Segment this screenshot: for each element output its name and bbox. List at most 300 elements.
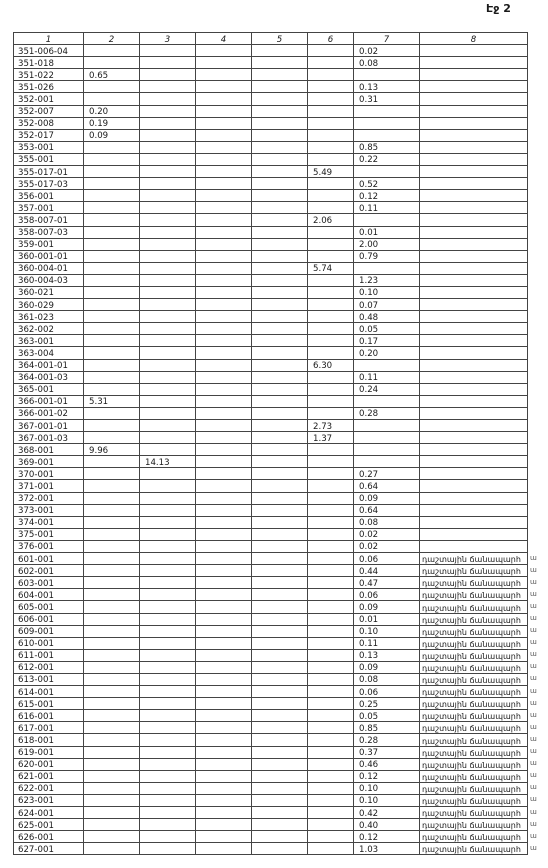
col-3-value bbox=[140, 141, 196, 153]
col-7-value: 0.08 bbox=[354, 673, 420, 685]
col-7-value bbox=[354, 395, 420, 407]
col-4-value bbox=[196, 383, 252, 395]
note-cell: դաշտային ճանապարհ bbox=[420, 807, 528, 819]
col-4-value bbox=[196, 432, 252, 444]
col-5-value bbox=[252, 432, 308, 444]
col-7-value: 0.64 bbox=[354, 504, 420, 516]
col-3-value bbox=[140, 528, 196, 540]
col-3-value bbox=[140, 686, 196, 698]
col-3-value bbox=[140, 734, 196, 746]
table-row bbox=[14, 794, 528, 806]
col-7-value: 0.79 bbox=[354, 250, 420, 262]
col-3-value bbox=[140, 69, 196, 81]
parcel-code: 353-001 bbox=[14, 141, 84, 153]
col-7-value: 1.03 bbox=[354, 843, 420, 855]
col-6-value bbox=[308, 831, 354, 843]
col-7-value: 0.12 bbox=[354, 770, 420, 782]
col-5-value bbox=[252, 383, 308, 395]
col-5-value bbox=[252, 347, 308, 359]
col-5-value bbox=[252, 274, 308, 286]
col-7-value: 0.25 bbox=[354, 698, 420, 710]
col-2-value bbox=[84, 770, 140, 782]
col-5-value bbox=[252, 819, 308, 831]
col-3-value bbox=[140, 540, 196, 552]
column-header-3: 3 bbox=[140, 33, 196, 45]
col-7-value bbox=[354, 214, 420, 226]
col-4-value bbox=[196, 407, 252, 419]
col-2-value bbox=[84, 202, 140, 214]
col-4-value bbox=[196, 250, 252, 262]
header-row bbox=[14, 33, 528, 45]
col-5-value bbox=[252, 226, 308, 238]
col-2-value bbox=[84, 57, 140, 69]
col-3-value bbox=[140, 444, 196, 456]
parcel-code: 619-001 bbox=[14, 746, 84, 758]
col-6-value bbox=[308, 274, 354, 286]
col-3-value bbox=[140, 565, 196, 577]
col-2-value bbox=[84, 238, 140, 250]
table-row bbox=[14, 807, 528, 819]
col-4-value bbox=[196, 565, 252, 577]
note-cell bbox=[420, 347, 528, 359]
margin-mark: ա bbox=[530, 819, 537, 828]
col-2-value bbox=[84, 843, 140, 855]
parcel-code: 618-001 bbox=[14, 734, 84, 746]
col-6-value bbox=[308, 807, 354, 819]
col-6-value bbox=[308, 722, 354, 734]
col-7-value: 0.06 bbox=[354, 553, 420, 565]
note-cell bbox=[420, 238, 528, 250]
table-row bbox=[14, 782, 528, 794]
parcel-code: 615-001 bbox=[14, 698, 84, 710]
col-6-value bbox=[308, 613, 354, 625]
note-cell bbox=[420, 420, 528, 432]
margin-mark: ա bbox=[530, 807, 537, 816]
col-6-value bbox=[308, 190, 354, 202]
col-6-value bbox=[308, 347, 354, 359]
parcel-code: 617-001 bbox=[14, 722, 84, 734]
col-6-value bbox=[308, 480, 354, 492]
col-4-value bbox=[196, 69, 252, 81]
col-5-value bbox=[252, 589, 308, 601]
col-6-value bbox=[308, 782, 354, 794]
col-5-value bbox=[252, 45, 308, 57]
column-header-7: 7 bbox=[354, 33, 420, 45]
col-4-value bbox=[196, 540, 252, 552]
col-4-value bbox=[196, 504, 252, 516]
col-2-value bbox=[84, 710, 140, 722]
col-6-value bbox=[308, 528, 354, 540]
col-5-value bbox=[252, 673, 308, 685]
col-7-value: 0.05 bbox=[354, 710, 420, 722]
parcel-code: 362-002 bbox=[14, 323, 84, 335]
parcel-code: 351-026 bbox=[14, 81, 84, 93]
parcel-code: 363-001 bbox=[14, 335, 84, 347]
col-2-value: 5.31 bbox=[84, 395, 140, 407]
parcel-code: 616-001 bbox=[14, 710, 84, 722]
table-row bbox=[14, 274, 528, 286]
col-4-value bbox=[196, 843, 252, 855]
col-5-value bbox=[252, 843, 308, 855]
table-row bbox=[14, 540, 528, 552]
col-5-value bbox=[252, 686, 308, 698]
col-3-value bbox=[140, 637, 196, 649]
parcel-code: 369-001 bbox=[14, 456, 84, 468]
col-4-value bbox=[196, 262, 252, 274]
col-7-value: 0.85 bbox=[354, 722, 420, 734]
col-7-value bbox=[354, 420, 420, 432]
col-5-value bbox=[252, 722, 308, 734]
col-2-value bbox=[84, 153, 140, 165]
col-4-value bbox=[196, 274, 252, 286]
table-row bbox=[14, 589, 528, 601]
col-4-value bbox=[196, 770, 252, 782]
note-cell: դաշտային ճանապարհ bbox=[420, 577, 528, 589]
col-2-value bbox=[84, 359, 140, 371]
col-3-value bbox=[140, 250, 196, 262]
parcel-code: 602-001 bbox=[14, 565, 84, 577]
parcel-code: 374-001 bbox=[14, 516, 84, 528]
table-row bbox=[14, 81, 528, 93]
col-3-value bbox=[140, 226, 196, 238]
table-row bbox=[14, 45, 528, 57]
table-row bbox=[14, 57, 528, 69]
col-5-value bbox=[252, 407, 308, 419]
note-cell: դաշտային ճանապարհ bbox=[420, 686, 528, 698]
col-3-value bbox=[140, 758, 196, 770]
col-7-value: 0.02 bbox=[354, 540, 420, 552]
col-4-value bbox=[196, 468, 252, 480]
note-cell: դաշտային ճանապարհ bbox=[420, 698, 528, 710]
col-2-value bbox=[84, 637, 140, 649]
col-4-value bbox=[196, 214, 252, 226]
col-2-value: 0.65 bbox=[84, 69, 140, 81]
parcel-code: 611-001 bbox=[14, 649, 84, 661]
col-7-value: 0.10 bbox=[354, 625, 420, 637]
note-cell bbox=[420, 105, 528, 117]
table-row bbox=[14, 625, 528, 637]
col-3-value bbox=[140, 117, 196, 129]
col-5-value bbox=[252, 480, 308, 492]
col-7-value: 0.02 bbox=[354, 528, 420, 540]
col-7-value: 0.52 bbox=[354, 178, 420, 190]
col-5-value bbox=[252, 637, 308, 649]
col-6-value bbox=[308, 843, 354, 855]
col-4-value bbox=[196, 722, 252, 734]
table-row bbox=[14, 746, 528, 758]
margin-mark: ա bbox=[530, 734, 537, 743]
margin-mark: ա bbox=[530, 783, 537, 792]
col-5-value bbox=[252, 613, 308, 625]
note-cell: դաշտային ճանապարհ bbox=[420, 819, 528, 831]
col-2-value: 9.96 bbox=[84, 444, 140, 456]
col-7-value: 0.48 bbox=[354, 311, 420, 323]
col-7-value: 0.28 bbox=[354, 734, 420, 746]
col-5-value bbox=[252, 81, 308, 93]
col-3-value bbox=[140, 613, 196, 625]
table-row bbox=[14, 673, 528, 685]
table-row bbox=[14, 528, 528, 540]
col-3-value bbox=[140, 770, 196, 782]
col-7-value: 0.40 bbox=[354, 819, 420, 831]
col-4-value bbox=[196, 81, 252, 93]
col-7-value: 0.10 bbox=[354, 286, 420, 298]
table-row bbox=[14, 661, 528, 673]
col-6-value bbox=[308, 69, 354, 81]
table-row bbox=[14, 311, 528, 323]
note-cell bbox=[420, 262, 528, 274]
col-2-value bbox=[84, 794, 140, 806]
col-2-value bbox=[84, 178, 140, 190]
note-cell: դաշտային ճանապարհ bbox=[420, 794, 528, 806]
col-6-value bbox=[308, 153, 354, 165]
col-7-value: 0.28 bbox=[354, 407, 420, 419]
parcel-code: 371-001 bbox=[14, 480, 84, 492]
col-3-value bbox=[140, 577, 196, 589]
col-2-value bbox=[84, 734, 140, 746]
col-3-value bbox=[140, 190, 196, 202]
col-4-value bbox=[196, 395, 252, 407]
col-2-value: 0.19 bbox=[84, 117, 140, 129]
col-6-value bbox=[308, 250, 354, 262]
table-row bbox=[14, 335, 528, 347]
parcel-code: 609-001 bbox=[14, 625, 84, 637]
col-7-value bbox=[354, 129, 420, 141]
col-2-value bbox=[84, 673, 140, 685]
col-3-value bbox=[140, 420, 196, 432]
col-5-value bbox=[252, 565, 308, 577]
col-5-value bbox=[252, 93, 308, 105]
note-cell: դաշտային ճանապարհ bbox=[420, 613, 528, 625]
col-6-value bbox=[308, 323, 354, 335]
col-4-value bbox=[196, 286, 252, 298]
parcel-code: 360-001-01 bbox=[14, 250, 84, 262]
column-header-5: 5 bbox=[252, 33, 308, 45]
col-2-value bbox=[84, 722, 140, 734]
note-cell: դաշտային ճանապարհ bbox=[420, 770, 528, 782]
parcel-code: 627-001 bbox=[14, 843, 84, 855]
col-4-value bbox=[196, 93, 252, 105]
col-6-value bbox=[308, 335, 354, 347]
table-row bbox=[14, 238, 528, 250]
note-cell bbox=[420, 57, 528, 69]
parcel-code: 358-007-03 bbox=[14, 226, 84, 238]
table-row bbox=[14, 432, 528, 444]
col-6-value bbox=[308, 577, 354, 589]
table-row bbox=[14, 190, 528, 202]
col-6-value bbox=[308, 540, 354, 552]
note-cell: դաշտային ճանապարհ bbox=[420, 661, 528, 673]
col-4-value bbox=[196, 577, 252, 589]
col-7-value: 0.08 bbox=[354, 516, 420, 528]
col-3-value bbox=[140, 262, 196, 274]
table-row bbox=[14, 395, 528, 407]
col-7-value: 1.23 bbox=[354, 274, 420, 286]
table-row bbox=[14, 601, 528, 613]
col-7-value: 0.46 bbox=[354, 758, 420, 770]
parcel-code: 601-001 bbox=[14, 553, 84, 565]
margin-mark: ա bbox=[530, 686, 537, 695]
note-cell bbox=[420, 286, 528, 298]
table-row bbox=[14, 141, 528, 153]
parcel-code: 351-018 bbox=[14, 57, 84, 69]
col-5-value bbox=[252, 166, 308, 178]
col-5-value bbox=[252, 178, 308, 190]
col-4-value bbox=[196, 178, 252, 190]
col-3-value bbox=[140, 782, 196, 794]
col-4-value bbox=[196, 794, 252, 806]
col-5-value bbox=[252, 359, 308, 371]
col-3-value: 14.13 bbox=[140, 456, 196, 468]
col-7-value bbox=[354, 166, 420, 178]
note-cell bbox=[420, 468, 528, 480]
col-5-value bbox=[252, 335, 308, 347]
col-4-value bbox=[196, 238, 252, 250]
parcel-code: 352-007 bbox=[14, 105, 84, 117]
col-4-value bbox=[196, 758, 252, 770]
margin-mark: ա bbox=[530, 650, 537, 659]
col-5-value bbox=[252, 770, 308, 782]
col-6-value bbox=[308, 311, 354, 323]
col-6-value bbox=[308, 383, 354, 395]
parcel-code: 612-001 bbox=[14, 661, 84, 673]
parcel-code: 366-001-01 bbox=[14, 395, 84, 407]
note-cell: դաշտային ճանապարհ bbox=[420, 843, 528, 855]
col-7-value: 0.11 bbox=[354, 371, 420, 383]
col-7-value: 0.22 bbox=[354, 153, 420, 165]
col-4-value bbox=[196, 299, 252, 311]
col-5-value bbox=[252, 601, 308, 613]
col-2-value bbox=[84, 141, 140, 153]
table-row bbox=[14, 299, 528, 311]
note-cell bbox=[420, 45, 528, 57]
parcel-code: 624-001 bbox=[14, 807, 84, 819]
parcel-code: 357-001 bbox=[14, 202, 84, 214]
table-row bbox=[14, 577, 528, 589]
note-cell: դաշտային ճանապարհ bbox=[420, 649, 528, 661]
col-5-value bbox=[252, 371, 308, 383]
note-cell: դաշտային ճանապարհ bbox=[420, 758, 528, 770]
col-5-value bbox=[252, 153, 308, 165]
col-6-value bbox=[308, 637, 354, 649]
col-5-value bbox=[252, 468, 308, 480]
table-row bbox=[14, 456, 528, 468]
col-3-value bbox=[140, 238, 196, 250]
col-3-value bbox=[140, 492, 196, 504]
col-4-value bbox=[196, 613, 252, 625]
col-7-value: 0.10 bbox=[354, 782, 420, 794]
col-4-value bbox=[196, 807, 252, 819]
col-7-value: 0.37 bbox=[354, 746, 420, 758]
table-row bbox=[14, 468, 528, 480]
column-header-4: 4 bbox=[196, 33, 252, 45]
col-2-value bbox=[84, 323, 140, 335]
col-3-value bbox=[140, 649, 196, 661]
col-2-value bbox=[84, 93, 140, 105]
col-7-value: 0.01 bbox=[354, 226, 420, 238]
col-2-value bbox=[84, 553, 140, 565]
col-6-value bbox=[308, 226, 354, 238]
parcel-code: 621-001 bbox=[14, 770, 84, 782]
col-3-value bbox=[140, 57, 196, 69]
col-3-value bbox=[140, 274, 196, 286]
col-2-value bbox=[84, 468, 140, 480]
col-7-value: 0.01 bbox=[354, 613, 420, 625]
parcel-code: 355-017-03 bbox=[14, 178, 84, 190]
margin-mark: ա bbox=[530, 638, 537, 647]
col-4-value bbox=[196, 371, 252, 383]
parcel-code: 364-001-03 bbox=[14, 371, 84, 383]
col-5-value bbox=[252, 420, 308, 432]
col-6-value bbox=[308, 93, 354, 105]
col-5-value bbox=[252, 238, 308, 250]
note-cell bbox=[420, 504, 528, 516]
col-6-value bbox=[308, 456, 354, 468]
table-row bbox=[14, 371, 528, 383]
margin-mark: ա bbox=[530, 626, 537, 635]
col-5-value bbox=[252, 323, 308, 335]
col-5-value bbox=[252, 117, 308, 129]
col-3-value bbox=[140, 480, 196, 492]
col-6-value: 1.37 bbox=[308, 432, 354, 444]
parcel-code: 368-001 bbox=[14, 444, 84, 456]
parcel-code: 623-001 bbox=[14, 794, 84, 806]
note-cell bbox=[420, 540, 528, 552]
note-cell: դաշտային ճանապարհ bbox=[420, 782, 528, 794]
col-2-value bbox=[84, 807, 140, 819]
col-6-value bbox=[308, 468, 354, 480]
note-cell bbox=[420, 407, 528, 419]
col-7-value: 0.11 bbox=[354, 202, 420, 214]
col-6-value bbox=[308, 601, 354, 613]
note-cell: դաշտային ճանապարհ bbox=[420, 565, 528, 577]
col-4-value bbox=[196, 782, 252, 794]
col-5-value bbox=[252, 395, 308, 407]
col-6-value bbox=[308, 819, 354, 831]
note-cell bbox=[420, 492, 528, 504]
parcel-code: 359-001 bbox=[14, 238, 84, 250]
col-2-value bbox=[84, 613, 140, 625]
col-2-value bbox=[84, 480, 140, 492]
col-2-value bbox=[84, 250, 140, 262]
note-cell bbox=[420, 299, 528, 311]
col-5-value bbox=[252, 516, 308, 528]
col-2-value bbox=[84, 262, 140, 274]
note-cell: դաշտային ճանապարհ bbox=[420, 601, 528, 613]
parcel-code: 622-001 bbox=[14, 782, 84, 794]
col-3-value bbox=[140, 105, 196, 117]
col-7-value: 0.85 bbox=[354, 141, 420, 153]
col-3-value bbox=[140, 129, 196, 141]
col-3-value bbox=[140, 831, 196, 843]
col-3-value bbox=[140, 383, 196, 395]
note-cell: դաշտային ճանապարհ bbox=[420, 710, 528, 722]
col-2-value bbox=[84, 371, 140, 383]
col-7-value: 0.09 bbox=[354, 601, 420, 613]
col-5-value bbox=[252, 661, 308, 673]
column-header-1: 1 bbox=[14, 33, 84, 45]
col-4-value bbox=[196, 335, 252, 347]
col-6-value bbox=[308, 625, 354, 637]
note-cell: դաշտային ճանապարհ bbox=[420, 746, 528, 758]
page-number: Էջ 2 bbox=[486, 2, 511, 15]
col-2-value bbox=[84, 661, 140, 673]
col-2-value bbox=[84, 347, 140, 359]
table-row bbox=[14, 383, 528, 395]
col-4-value bbox=[196, 141, 252, 153]
note-cell bbox=[420, 178, 528, 190]
col-6-value bbox=[308, 516, 354, 528]
